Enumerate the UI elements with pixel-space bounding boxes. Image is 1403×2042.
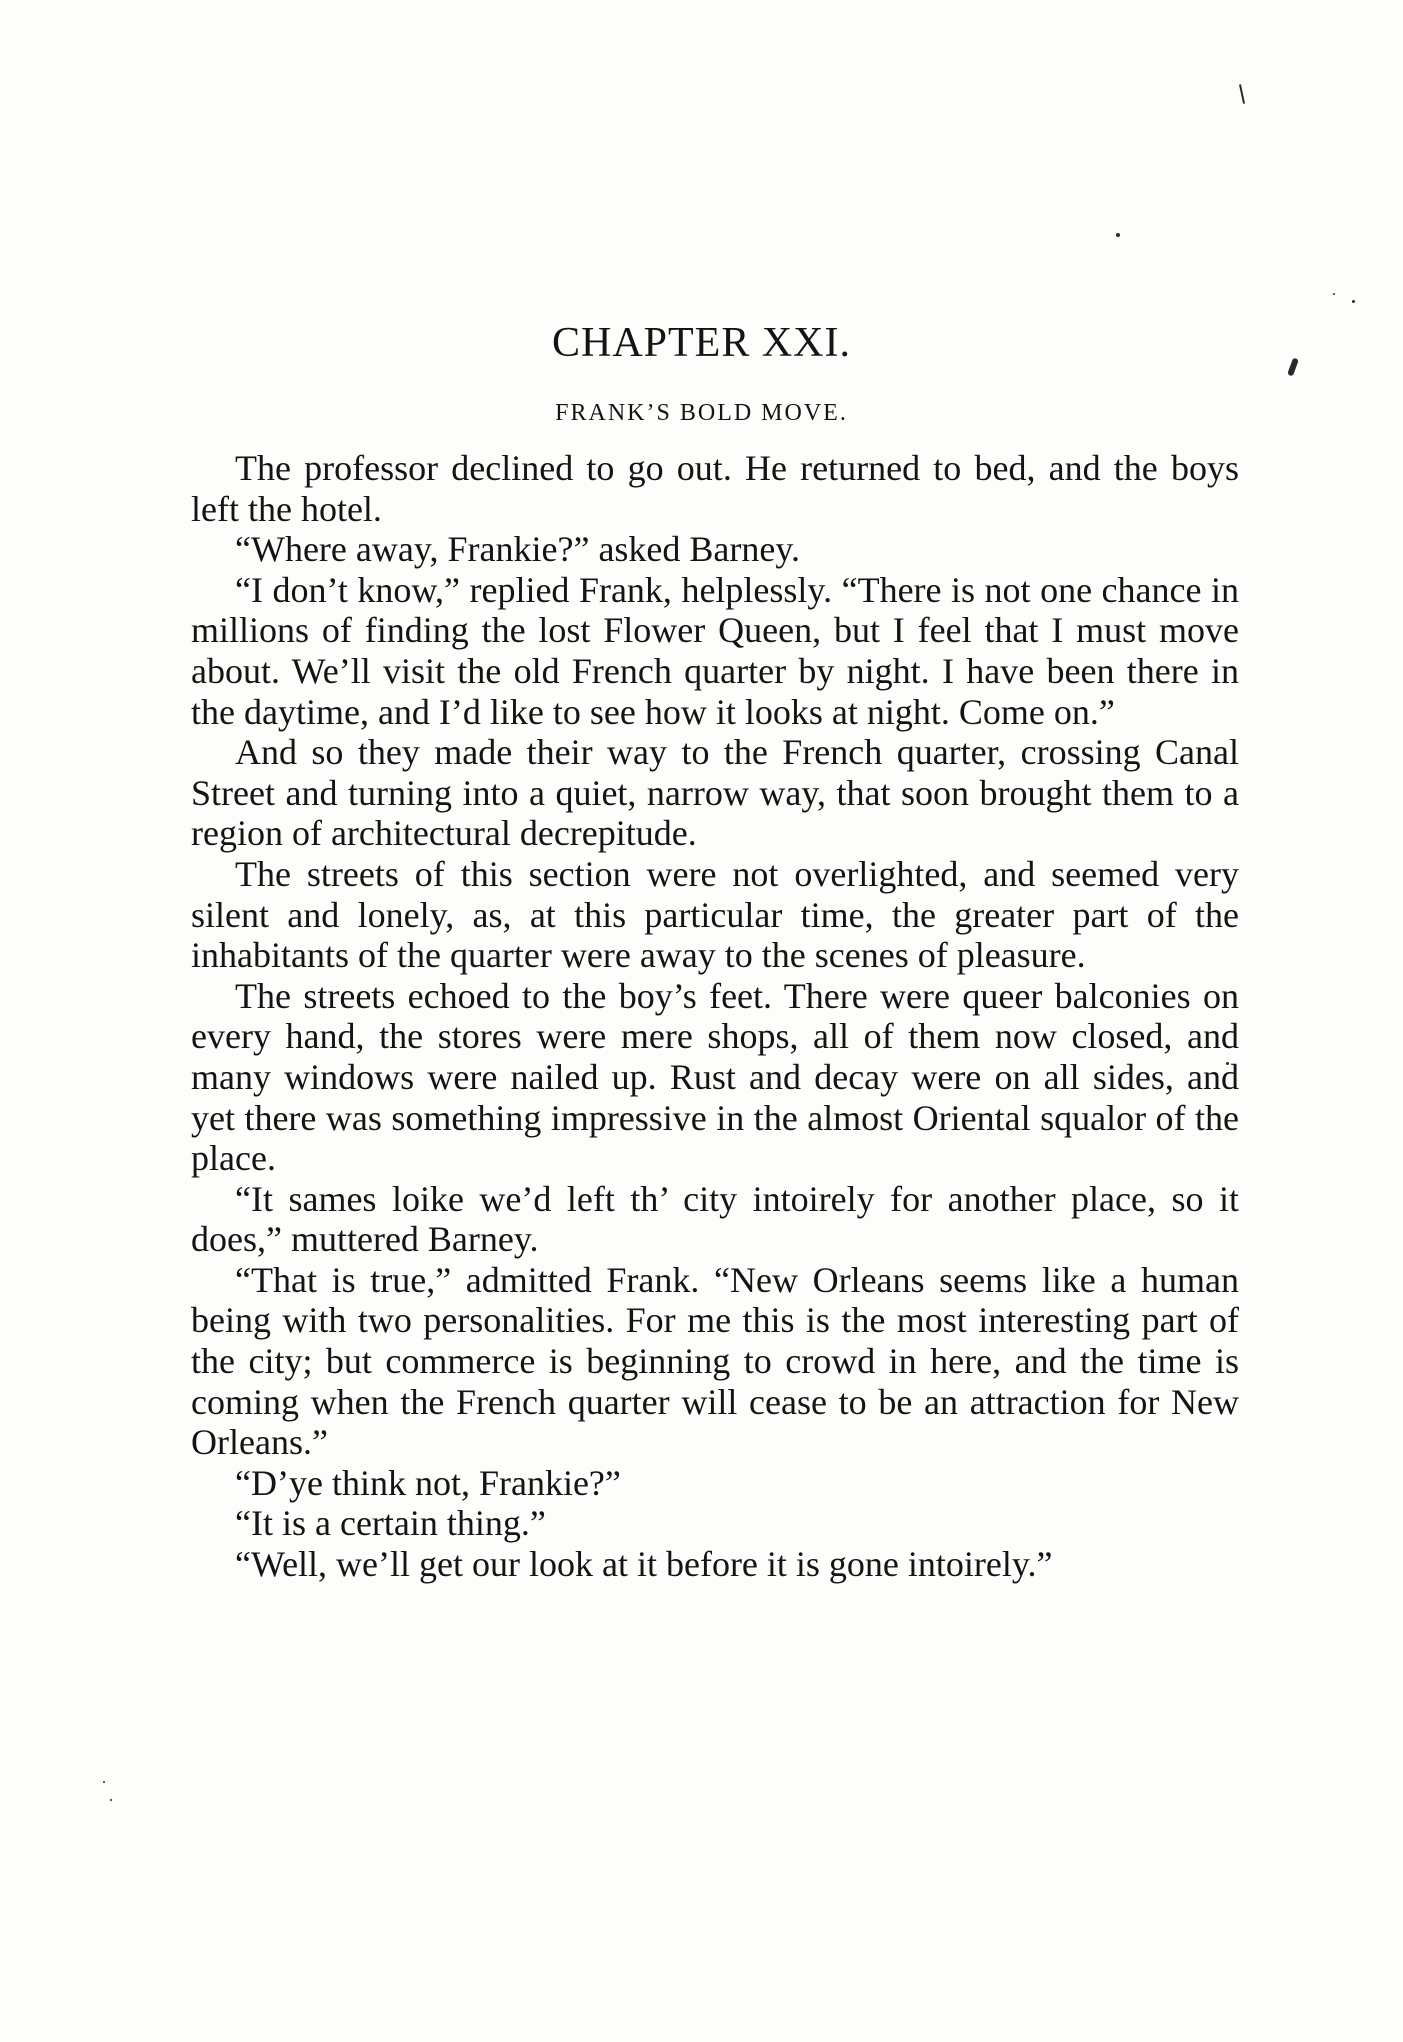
paragraph: The professor declined to go out. He returned to bed, and the boys left the hotel. [191,448,1239,529]
paragraph: The streets of this section were not overlighted, and seemed very silent and lonely, as, at this particular time, the greater part of the inhabitants of the quarter were away to the scenes of pleasure. [191,853,1239,976]
scan-mark [1352,300,1355,303]
paragraph: “D’ye think not, Frankie?” [235,1462,621,1503]
paragraph: “It is a certain thing.” [235,1503,546,1544]
paragraph: “Well, we’ll get our look at it before it is gone intoirely.” [235,1544,1053,1585]
paragraph: And so they made their way to the French quarter, crossing Canal Street and turning into a quiet, narrow way, that soon brought them to a region of architectural decrepitude. [191,732,1239,854]
paragraph: “That is true,” admitted Frank. “New Orleans seems like a human being with two personalities. For me this is the most interesting part of the city; but commerce is beginning to crowd in here, and the time is coming when the French quarter will cease to be an attraction for New Orleans.” [191,1259,1239,1463]
paragraph: The streets echoed to the boy’s feet. There were queer balconies on every hand, the stores were mere shops, all of them now closed, and many windows were nailed up. Rust and decay were on all sides, and yet there was something impressive in the almost Oriental squalor of the place. [191,975,1239,1179]
paragraph: “Where away, Frankie?” asked Barney. [235,529,801,570]
scan-mark [1116,233,1120,237]
paragraph: “It sames loike we’d left th’ city intoirely for another place, so it does,” muttered Barney. [191,1178,1239,1260]
scan-mark [110,1799,112,1801]
scan-mark [1239,84,1245,104]
scan-mark [1333,293,1335,295]
chapter-subtitle: FRANK’S BOLD MOVE. [555,400,848,426]
chapter-title: CHAPTER XXI. [551,320,851,366]
paragraph: “I don’t know,” replied Frank, helplessly. “There is not one chance in millions of finding the lost Flower Queen, but I feel that I must move about. We’ll visit the old French quarter by night. I have been there in the daytime, and I’d like to see how it looks at night. Come on.” [191,569,1239,732]
chapter-body [191,448,1239,1585]
scan-mark [103,1781,105,1783]
